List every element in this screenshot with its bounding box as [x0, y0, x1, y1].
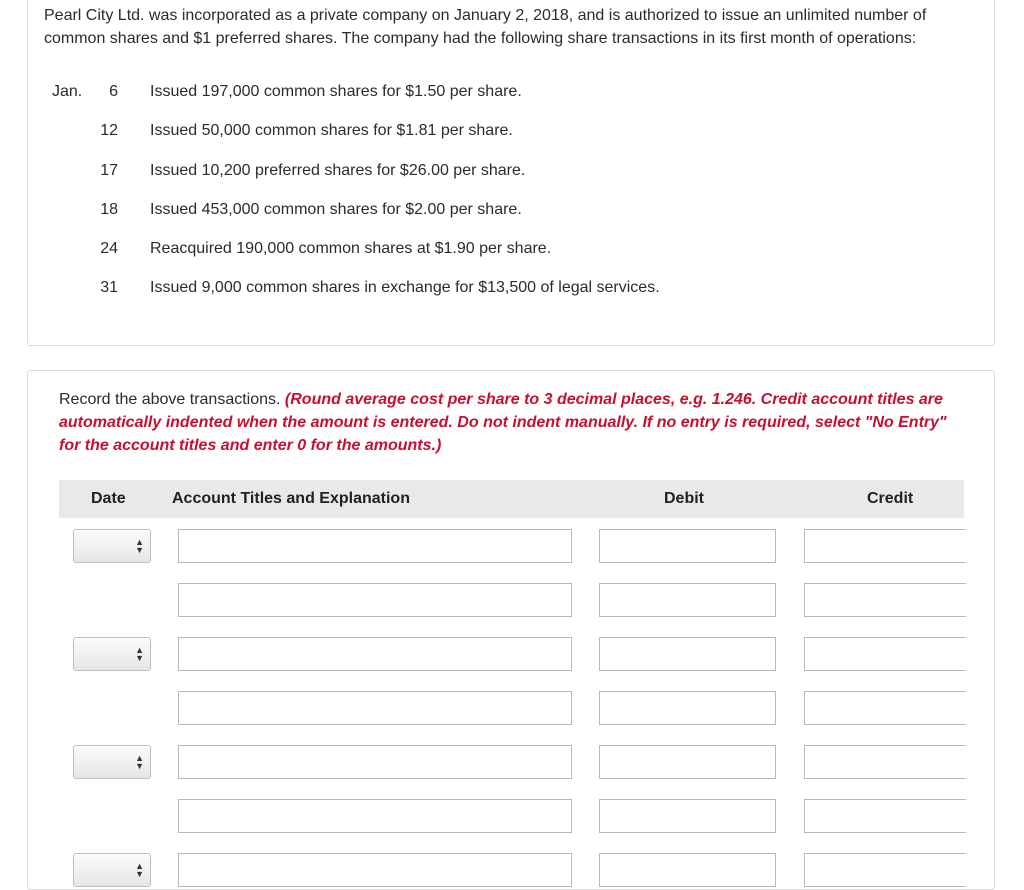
transaction-description: Issued 453,000 common shares for $2.00 per share. — [150, 201, 522, 218]
transaction-description: Issued 10,200 preferred shares for $26.00 per share. — [150, 162, 526, 179]
header-date: Date — [91, 490, 126, 507]
transaction-row — [28, 159, 968, 183]
header-account-titles: Account Titles and Explanation — [172, 490, 410, 507]
credit-input[interactable] — [804, 529, 966, 563]
entry-instructions — [59, 388, 959, 457]
credit-input[interactable] — [804, 637, 966, 671]
journal-table-header — [59, 480, 964, 518]
instruction-rounding-note: (Round average cost per share to 3 decimal places, e.g. 1.246. Credit account titles are automatically indented when the amount is entered. Do not indent manually. If no entry is required, select "No Entry" for the account titles and enter 0 for the amounts.) — [59, 391, 947, 454]
problem-card — [27, 0, 995, 346]
account-title-input[interactable] — [178, 799, 572, 833]
account-title-input[interactable] — [178, 637, 572, 671]
select-arrows-icon: ▲ ▼ — [135, 861, 144, 879]
transaction-description: Issued 9,000 common shares in exchange for $13,500 of legal services. — [150, 279, 660, 296]
debit-input[interactable] — [599, 799, 776, 833]
select-arrows-icon: ▲ ▼ — [135, 537, 144, 555]
journal-entry-card — [27, 370, 995, 890]
account-title-input[interactable] — [178, 583, 572, 617]
transaction-day: 6 — [109, 83, 118, 100]
transaction-day: 18 — [100, 201, 118, 218]
transaction-row — [28, 198, 968, 222]
date-select[interactable] — [73, 529, 151, 563]
date-select[interactable] — [73, 637, 151, 671]
transaction-row — [28, 276, 968, 300]
instruction-text: Record the above transactions. — [59, 391, 285, 408]
account-title-input[interactable] — [178, 691, 572, 725]
debit-input[interactable] — [599, 583, 776, 617]
transaction-description: Issued 50,000 common shares for $1.81 per share. — [150, 122, 513, 139]
credit-input[interactable] — [804, 583, 966, 617]
account-title-input[interactable] — [178, 745, 572, 779]
transaction-row — [28, 237, 968, 261]
account-title-input[interactable] — [178, 853, 572, 887]
debit-input[interactable] — [599, 637, 776, 671]
account-title-input[interactable] — [178, 529, 572, 563]
transaction-day: 17 — [100, 162, 118, 179]
credit-input[interactable] — [804, 691, 966, 725]
select-arrows-icon: ▲ ▼ — [135, 753, 144, 771]
credit-input[interactable] — [804, 745, 966, 779]
debit-input[interactable] — [599, 853, 776, 887]
transaction-row — [28, 80, 968, 104]
debit-input[interactable] — [599, 691, 776, 725]
transaction-day: 31 — [100, 279, 118, 296]
transaction-description: Reacquired 190,000 common shares at $1.90 per share. — [150, 240, 552, 257]
transaction-row — [28, 119, 968, 143]
transaction-day: 24 — [100, 240, 118, 257]
transaction-month: Jan. — [52, 83, 83, 100]
debit-input[interactable] — [599, 745, 776, 779]
transaction-day: 12 — [100, 122, 118, 139]
header-debit: Debit — [664, 490, 704, 507]
problem-intro: Pearl City Ltd. was incorporated as a private company on January 2, 2018, and is authorized to issue an unlimited number of common shares and $1 preferred shares. The company had the following share transactions in its first month of operations: — [44, 7, 927, 47]
transaction-description: Issued 197,000 common shares for $1.50 per share. — [150, 83, 522, 100]
credit-input[interactable] — [804, 799, 966, 833]
date-select[interactable] — [73, 745, 151, 779]
credit-input[interactable] — [804, 853, 966, 887]
date-select[interactable] — [73, 853, 151, 887]
debit-input[interactable] — [599, 529, 776, 563]
select-arrows-icon: ▲ ▼ — [135, 645, 144, 663]
header-credit: Credit — [867, 490, 914, 507]
